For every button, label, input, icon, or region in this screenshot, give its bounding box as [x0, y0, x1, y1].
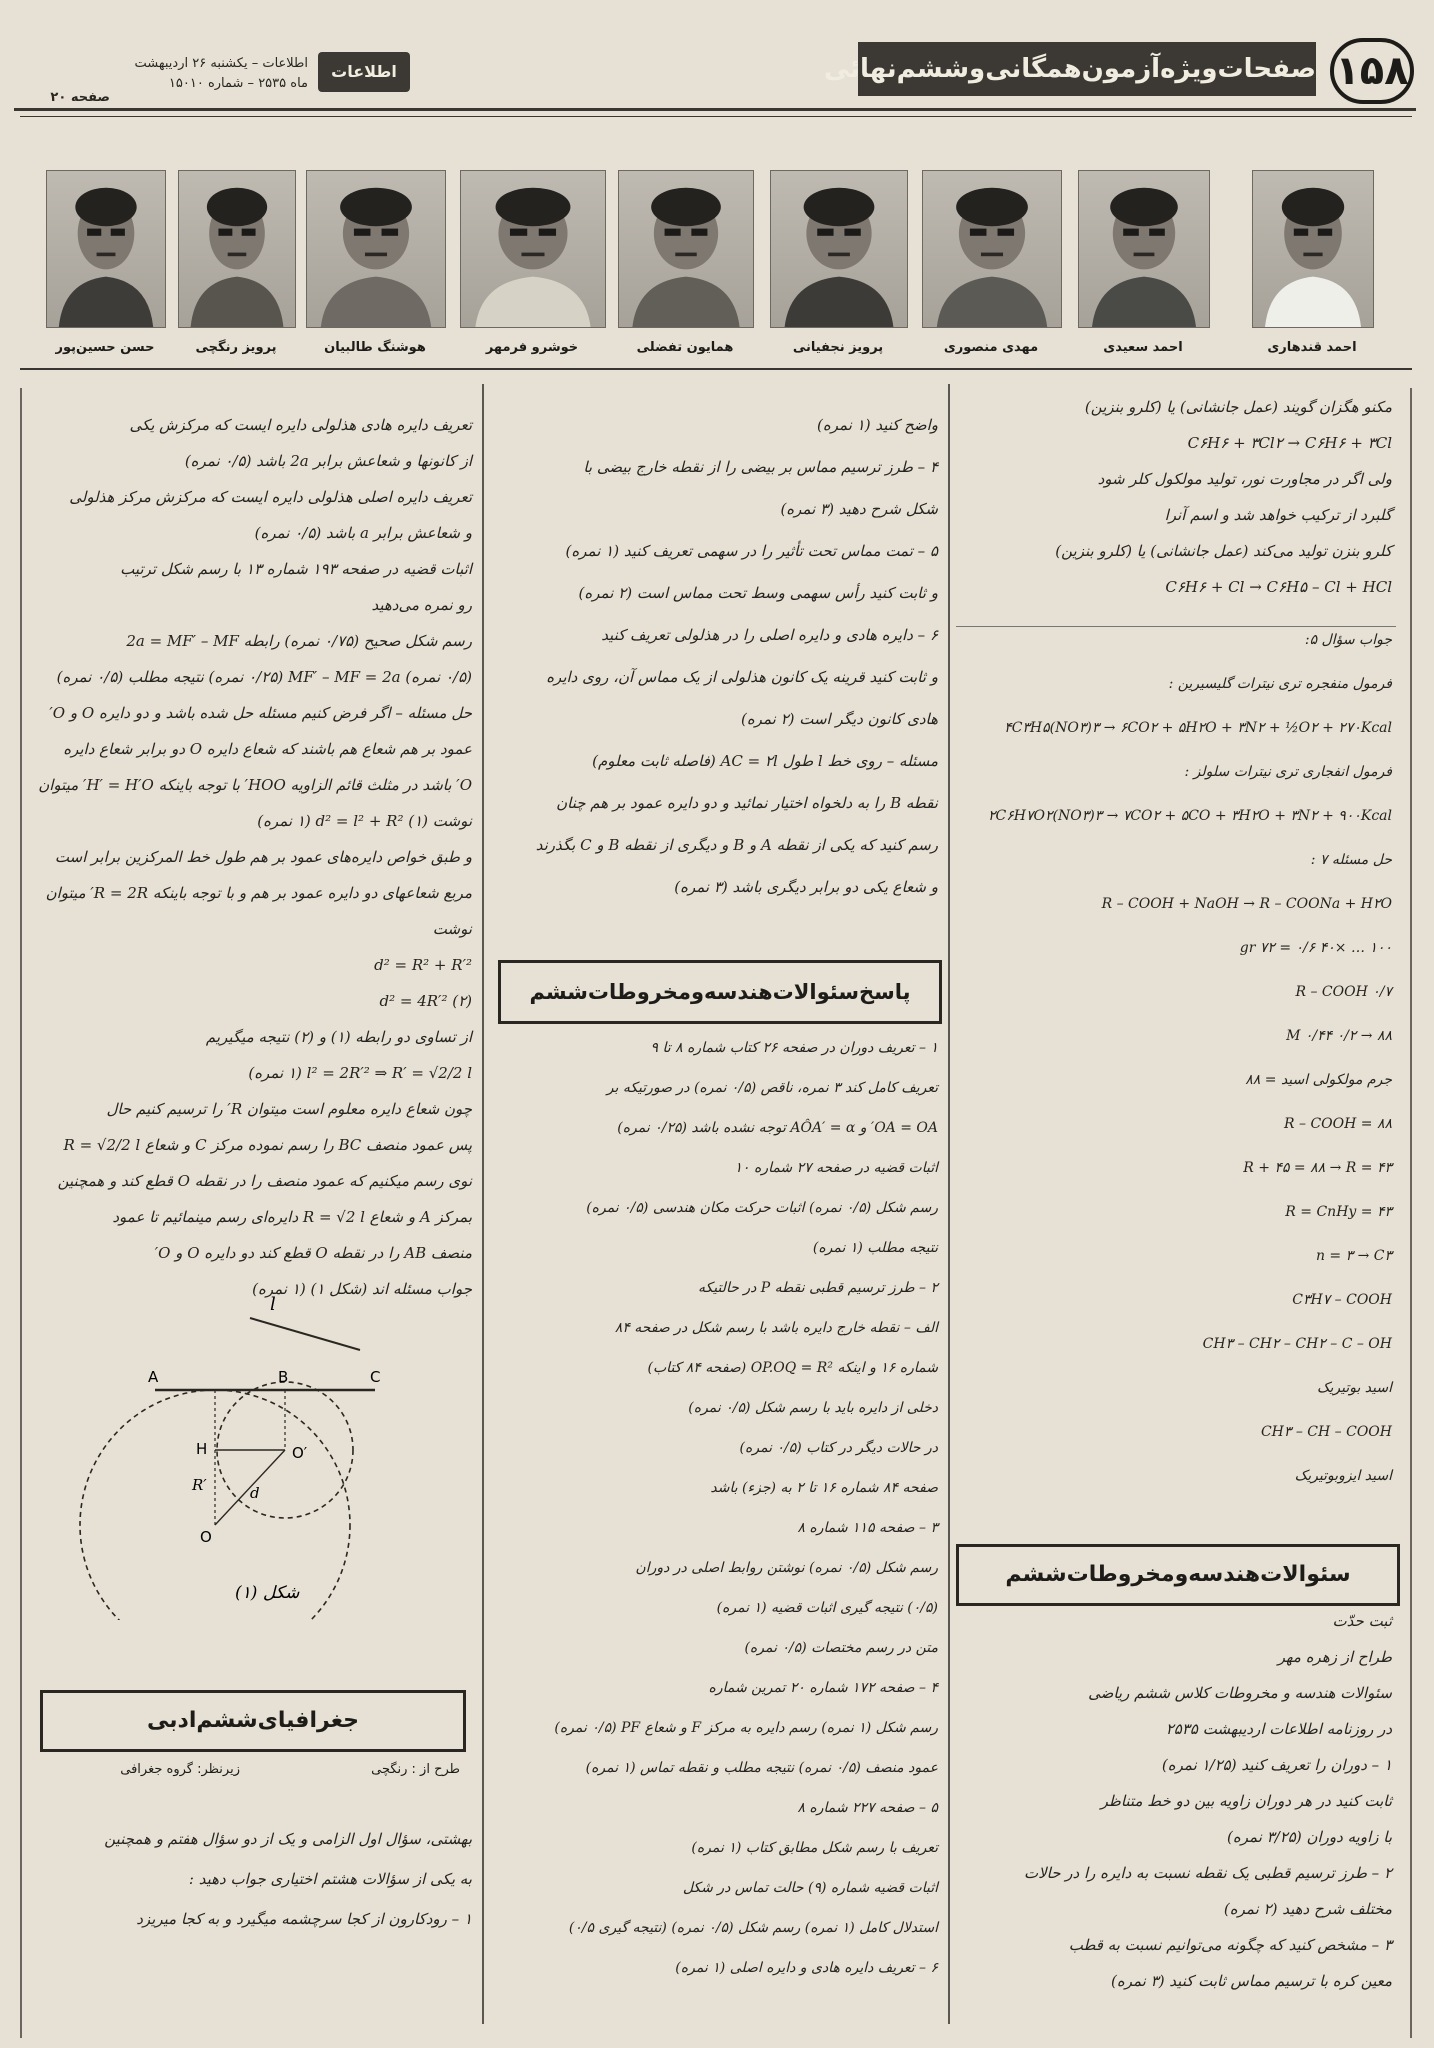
handwritten-line: رو نمره می‌دهید [371, 596, 472, 614]
handwritten-line: R – COOH + NaOH → R – COONa + H۲O [1101, 896, 1392, 912]
figure-line-l [250, 1318, 360, 1350]
handwritten-line: فرمول منفجره تری نیترات گلیسیرین : [1168, 676, 1392, 692]
handwritten-line: M ۰/۴۴ ۰/۲ → ۸۸ [1286, 1028, 1392, 1044]
handwritten-line: اسید ایزوبوتیریک [1294, 1468, 1392, 1484]
handwritten-line: و طبق خواص دایره‌های عمود بر هم طول خط المرکزین برابر است [54, 848, 472, 866]
handwritten-line: تعریف با رسم شکل مطابق کتاب (۱ نمره) [691, 1840, 938, 1856]
sub-page-number: صفحه ۲۰ [50, 90, 110, 105]
handwritten-line: ۱ – تعریف دوران در صفحه ۲۶ کتاب شماره ۸ تا ۹ [650, 1040, 938, 1056]
handwritten-line: n = ۳ → C۳ [1315, 1248, 1392, 1264]
handwritten-line: ۴ – طرز ترسیم مماس بر بیضی را از نقطه خارج بیضی با [583, 458, 938, 476]
handwritten-line: اثبات قضیه در صفحه ۲۷ شماره ۱۰ [734, 1160, 938, 1176]
portrait-rule [20, 368, 1412, 370]
handwritten-line: با زاویه دوران (۳/۲۵ نمره) [1227, 1828, 1392, 1846]
handwritten-line: مکنو هگزان گویند (عمل جانشانی) یا (کلرو بنزین) [1084, 398, 1392, 416]
handwritten-line: کلرو بنزن تولید می‌کند (عمل جانشانی) یا (کلرو بنزین) [1055, 542, 1392, 560]
handwritten-line: و ثابت کنید رأس سهمی وسط تحت مماس است (۲ نمره) [578, 584, 938, 602]
portrait-4 [770, 170, 908, 328]
handwritten-line: اثبات قضیه شماره (۹) حالت تماس در شکل [682, 1880, 938, 1896]
handwritten-line: CH۳ – CH – COOH [1260, 1424, 1392, 1440]
handwritten-line: ثابت کنید در هر دوران زاویه بین دو خط متناظر [1100, 1792, 1392, 1810]
handwritten-line: d² = R² + R′² [374, 956, 472, 974]
handwritten-line: (۰/۵ نمره) MF′ – MF = 2a (۰/۲۵ نمره) نتیجه مطلب (۰/۵ نمره) [56, 668, 472, 686]
handwritten-line: رسم کنید که یکی از نقطه A و B و دیگری از نقطه B و C بگذرند [535, 836, 938, 854]
figure-label-b: B [278, 1368, 289, 1386]
portrait-caption: پرویز نجفیانی [792, 340, 884, 355]
handwritten-line: معین کره با ترسیم مماس ثابت کنید (۳ نمره) [1111, 1972, 1392, 1990]
handwritten-line: ۴C۳H۵(NO۳)۳ → ۶CO۲ + ۵H۲O + ۳N۲ + ½O۲ + ۲۷۰Kcal [1004, 720, 1392, 736]
handwritten-line: متن در رسم مختصات (۰/۵ نمره) [744, 1640, 938, 1656]
center-questions-block [490, 398, 942, 938]
handwritten-line: نوشت (۱) d² = l² + R² (۱ نمره) [257, 812, 472, 830]
handwritten-line: حل مسئله ۷ : [1310, 852, 1392, 868]
handwritten-line: ۳ – صفحه ۱۱۵ شماره ۸ [797, 1520, 938, 1536]
handwritten-line: نوی رسم میکنیم که عمود منصف را در نقطه O قطع کند و همچنین [57, 1172, 472, 1190]
handwritten-line: R = CnHy = ۴۳ [1285, 1204, 1392, 1220]
handwritten-line: C۳H۷ – COOH [1292, 1292, 1392, 1308]
handwritten-line: ۳ – مشخص کنید که چگونه می‌توانیم نسبت به قطب [1068, 1936, 1392, 1954]
handwritten-line: اسید بوتیریک [1316, 1380, 1392, 1396]
handwritten-line: مربع شعاعهای دو دایره عمود بر هم و با توجه باینکه R = 2R′ میتوان [45, 884, 472, 902]
handwritten-line: ۱۰۰ … ×۴۰ ۰/۶ = ۷۲ gr [1239, 940, 1392, 956]
portrait-caption: خوشرو فرمهر [485, 340, 579, 355]
handwritten-line: تعریف دایره اصلی هذلولی دایره ایست که مرکزش مرکز هذلولی [69, 488, 472, 506]
handwritten-line: حل مسئله – اگر فرض کنیم مسئله حل شده باشد و دو دایره O و O′ [49, 704, 472, 722]
handwritten-line: هادی کانون دیگر است (۲ نمره) [740, 710, 938, 728]
handwritten-line: OA = OA′ و AÔA′ = α توجه نشده باشد (۰/۲۵ نمره) [617, 1120, 938, 1136]
frame-left [20, 388, 22, 2038]
handwritten-line: تعریف دایره هادی هذلولی دایره ایست که مرکزش یکی [129, 416, 472, 434]
handwritten-line: R – COOH ۰/۷ [1295, 984, 1392, 1000]
portrait-caption: احمد سعیدی [1103, 340, 1183, 355]
center-section-heading: پاسخ‌سئوالات‌هندسه‌ومخروطات‌ششم [498, 960, 942, 1024]
figure-label-c: C [370, 1368, 381, 1386]
handwritten-line: مختلف شرح دهید (۲ نمره) [1223, 1900, 1392, 1918]
handwritten-line: ۴ – صفحه ۱۷۲ شماره ۲۰ تمرین شماره [708, 1680, 938, 1696]
handwritten-line: مسئله – روی خط l طول AC = ۲l (فاصله ثابت معلوم) [592, 752, 938, 770]
right-section-heading: سئوالات‌هندسه‌ومخروطات‌ششم [956, 1544, 1400, 1606]
portrait-8 [178, 170, 296, 328]
handwritten-line: ۶ – تعریف دایره هادی و دایره اصلی (۱ نمره) [675, 1960, 938, 1976]
handwritten-line: بهشتی، سؤال اول الزامی و یک از دو سؤال هفتم و همچنین [104, 1830, 472, 1848]
issue-number: ماه ۲۵۳۵ – شماره ۱۵۰۱۰ [168, 76, 308, 91]
handwritten-line: ۵ – تمت مماس تحت تأثیر را در سهمی تعریف کنید (۱ نمره) [565, 542, 938, 560]
masthead-logo: اطلاعات [318, 52, 410, 92]
frame-right [1410, 388, 1412, 2038]
figure-label-a: A [148, 1368, 159, 1386]
handwritten-line: جواب مسئله اند (شکل ۱) (۱ نمره) [252, 1280, 472, 1298]
column-divider-right [948, 384, 950, 2024]
handwritten-line: نوشت [432, 920, 472, 938]
handwritten-line: سئوالات هندسه و مخروطات کلاس ششم ریاضی [1088, 1684, 1392, 1702]
handwritten-line: عمود بر هم شعاع هم باشند که شعاع دایره O دو برابر شعاع دایره [63, 740, 472, 758]
handwritten-line: ۵ – صفحه ۲۲۷ شماره ۸ [797, 1800, 938, 1816]
right-column-answers [956, 398, 1396, 1516]
handwritten-line: R + ۴۵ = ۸۸ → R = ۴۳ [1243, 1160, 1392, 1176]
geography-questions-block [30, 1830, 476, 2030]
center-answers-block [490, 1030, 942, 2030]
handwritten-line: d² = 4R′² (۲) [379, 992, 472, 1010]
portrait-6 [460, 170, 606, 328]
handwritten-line: (۰/۵) نتیجه گیری اثبات قضیه (۱ نمره) [716, 1600, 938, 1616]
issue-date: اطلاعات – یکشنبه ۲۶ اردیبهشت [134, 56, 308, 71]
figure-caption: شکل (۱) [235, 1583, 300, 1603]
figure-label-l: l [270, 1294, 276, 1315]
handwritten-line: اثبات قضیه در صفحه ۱۹۳ شماره ۱۳ با رسم شکل ترتیب [120, 560, 472, 578]
handwritten-line: واضح کنید (۱ نمره) [817, 416, 938, 434]
handwritten-line: ۲ – طرز ترسیم قطبی یک نقطه نسبت به دایره را در حالات [1023, 1864, 1392, 1882]
portrait-caption: پرویز رنگچی [195, 340, 277, 355]
handwritten-line: شماره ۱۶ و اینکه OP.OQ = R² (صفحه ۸۴ کتاب) [647, 1360, 938, 1376]
handwritten-line: رسم شکل (۰/۵ نمره) اثبات حرکت مکان هندسی (۰/۵ نمره) [586, 1200, 938, 1216]
handwritten-line: و شعاعش برابر a باشد (۰/۵ نمره) [254, 524, 472, 542]
header-rule [14, 108, 1416, 111]
portrait-3 [922, 170, 1062, 328]
figure-label-o2: O′ [292, 1444, 308, 1462]
figure-label-d: d [250, 1484, 260, 1502]
portrait-1 [1252, 170, 1374, 328]
handwritten-line: عمود منصف (۰/۵ نمره) نتیجه مطلب و نقطه تماس (۱ نمره) [585, 1760, 938, 1776]
handwritten-line: ۲C۶H۷O۲(NO۳)۳ → ۷CO۲ + ۵CO + ۳H۲O + ۳N۲ + ۹۰۰Kcal [988, 808, 1392, 824]
left-answers-block [30, 398, 476, 1388]
handwritten-line: ۱ – دوران را تعریف کنید (۱/۲۵ نمره) [1161, 1756, 1392, 1774]
handwritten-line: به یکی از سؤالات هشتم اختیاری جواب دهید : [188, 1870, 472, 1888]
handwritten-line: جرم مولکولی اسید = ۸۸ [1245, 1072, 1392, 1088]
handwritten-line: پس عمود منصف BC را رسم نموده مرکز C و شعاع R = √2/2 l [63, 1136, 472, 1154]
figure-label-o: O [200, 1528, 212, 1546]
handwritten-line: l² = 2R′² ⇒ R′ = √2/2 l (۱ نمره) [248, 1064, 472, 1082]
handwritten-line: CH۳ – CH۲ – CH۲ – C – OH [1202, 1336, 1392, 1352]
handwritten-line: گلبرد از ترکیب خواهد شد و اسم آنرا [1164, 506, 1392, 524]
handwritten-line: صفحه ۸۴ شماره ۱۶ تا ۲ به (جزء) باشد [710, 1480, 938, 1496]
portrait-7 [306, 170, 446, 328]
handwritten-line: نتیجه مطلب (۱ نمره) [812, 1240, 938, 1256]
handwritten-line: و ثابت کنید قرینه یک کانون هذلولی از یک مماس آن، روی دایره [546, 668, 938, 686]
answer-separator [956, 626, 1396, 627]
handwritten-line: از کانونها و شعاعش برابر 2a باشد (۰/۵ نمره) [184, 452, 472, 470]
page-title-banner: صفحات‌ویژه‌آزمون‌همگانی‌وششم‌نهائی [858, 42, 1316, 96]
handwritten-line: در روزنامه اطلاعات اردیبهشت ۲۵۳۵ [1165, 1720, 1392, 1738]
header-rule-thin [20, 116, 1412, 117]
handwritten-line: ۲ – طرز ترسیم قطبی نقطه P در حالتیکه [698, 1280, 938, 1296]
handwritten-line: فرمول انفجاری تری نیترات سلولز : [1184, 764, 1392, 780]
handwritten-line: C۶H۶ + ۳Cl۲ → C۶H۶ + ۳Cl [1187, 434, 1392, 452]
geography-credit-a: طرح از : رنگچی [371, 1762, 460, 1777]
figure-label-r: R′ [192, 1476, 207, 1494]
portrait-2 [1078, 170, 1210, 328]
handwritten-line: ثبت حدّت [1332, 1612, 1392, 1630]
handwritten-line: رسم شکل (۰/۵ نمره) نوشتن روابط اصلی در دوران [635, 1560, 938, 1576]
page-number-badge: ۱۵۸ [1330, 38, 1414, 104]
handwritten-line: الف – نقطه خارج دایره باشد با رسم شکل در صفحه ۸۴ [614, 1320, 938, 1336]
handwritten-line: رسم شکل (۱ نمره) رسم دایره به مرکز F و شعاع PF (۰/۵ نمره) [554, 1720, 938, 1736]
left-section-heading: جغرافیای‌ششم‌ادبی [40, 1690, 466, 1752]
handwritten-line: C۶H۶ + Cl → C۶H۵ – Cl + HCl [1165, 578, 1392, 596]
handwritten-line: رسم شکل صحیح (۰/۷۵ نمره) رابطه 2a = MF′ – MF [126, 632, 472, 650]
handwritten-line: از تساوی دو رابطه (۱) و (۲) نتیجه میگیریم [205, 1028, 472, 1046]
handwritten-line: جواب سؤال ۵: [1304, 632, 1392, 648]
portrait-caption: احمد قندهاری [1267, 340, 1357, 355]
column-divider-left [482, 384, 484, 2024]
handwritten-line: و شعاع یکی دو برابر دیگری باشد (۳ نمره) [674, 878, 938, 896]
portrait-9 [46, 170, 166, 328]
handwritten-line: شکل شرح دهید (۳ نمره) [780, 500, 938, 518]
handwritten-line: نقطه B را به دلخواه اختیار نمائید و دو دایره عمود بر هم چنان [556, 794, 938, 812]
portrait-caption: همایون تفضلی [636, 340, 734, 355]
geometry-questions-block [956, 1612, 1396, 2032]
portrait-5 [618, 170, 754, 328]
handwritten-line: O′ باشد در مثلث قائم الزاویه HOO′ با توجه باینکه H′ = H′O′ میتوان [38, 776, 472, 794]
handwritten-line: تعریف کامل کند ۳ نمره، ناقص (۰/۵ نمره) در صورتیکه بر [606, 1080, 938, 1096]
portrait-caption: حسن حسین‌پور [55, 340, 155, 355]
portrait-caption: هوشنگ طالبیان [324, 340, 426, 355]
handwritten-line: ۶ – دایره هادی و دایره اصلی را در هذلولی تعریف کنید [601, 626, 938, 644]
handwritten-line: ۱ – رودکارون از کجا سرچشمه میگیرد و به کجا میریزد [136, 1910, 472, 1928]
handwritten-line: بمرکز A و شعاع R = √2 l دایره‌ای رسم مینمائیم تا عمود [112, 1208, 472, 1226]
figure-label-h: H [196, 1440, 208, 1458]
handwritten-line: ولی اگر در مجاورت نور، تولید مولکول کلر شود [1097, 470, 1392, 488]
handwritten-line: منصف AB را در نقطه O قطع کند دو دایره O و O′ [154, 1244, 472, 1262]
handwritten-line: استدلال کامل (۱ نمره) رسم شکل (۰/۵ نمره) (نتیجه گیری ۰/۵) [568, 1920, 938, 1936]
handwritten-line: طراح از زهره مهر [1277, 1648, 1392, 1666]
geometry-figure [60, 1290, 440, 1620]
handwritten-line: در حالات دیگر در کتاب (۰/۵ نمره) [739, 1440, 938, 1456]
handwritten-line: چون شعاع دایره معلوم است میتوان R′ را ترسیم کنیم حال [106, 1100, 472, 1118]
geography-credit-b: زیرنظر: گروه جغرافی [120, 1762, 240, 1777]
portrait-caption: مهدی منصوری [943, 340, 1039, 355]
handwritten-line: R – COOH = ۸۸ [1284, 1116, 1392, 1132]
handwritten-line: دخلی از دایره باید با رسم شکل (۰/۵ نمره) [688, 1400, 938, 1416]
